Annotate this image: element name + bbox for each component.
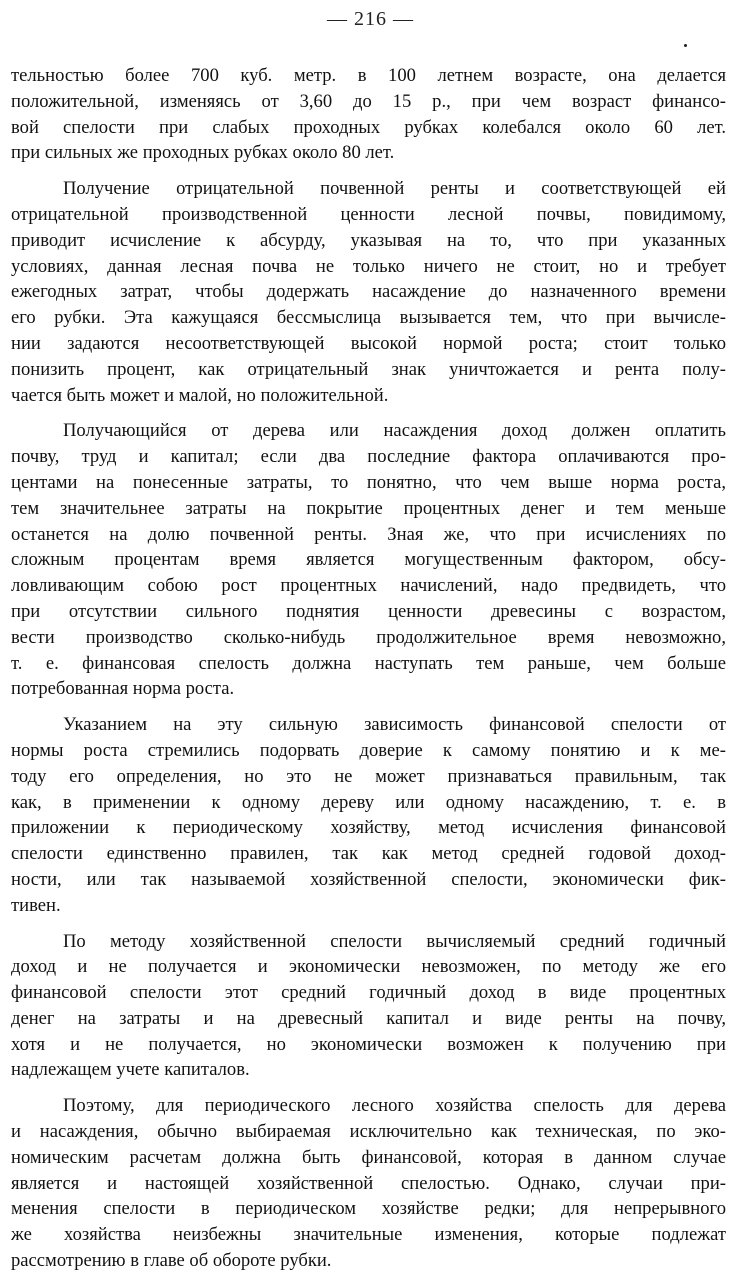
- text-line: номическим расчетам должна быть финансовой, которая в данном случае: [11, 1146, 726, 1168]
- text-line: же хозяйства неизбежны значительные изменения, которые подлежат: [11, 1224, 726, 1246]
- text-line: при сильных же проходных рубках около 80 лет.: [11, 142, 395, 164]
- text-line: ности, или так называемой хозяйственной спелости, экономически фик-: [11, 868, 726, 890]
- text-line: почву, труд и капитал; если два последние фактора оплачиваются про-: [11, 446, 726, 468]
- paragraph: [11, 712, 726, 918]
- text-line: вести производство сколько-нибудь продолжительное время невозможно,: [11, 626, 726, 648]
- text-line: останется на долю почвенной ренты. Зная же, что при исчислениях по: [11, 523, 726, 545]
- paragraph-gap: [11, 919, 726, 929]
- text-line: менения спелости в периодическом хозяйстве редки; для непрерывного: [11, 1198, 726, 1220]
- paragraph-gap: [11, 408, 726, 418]
- paragraph: [11, 929, 726, 1084]
- text-line: центами на понесенные затраты, то понятно, что чем выше норма роста,: [11, 471, 726, 493]
- text-line: хотя и не получается, но экономически возможен к получению при: [11, 1033, 726, 1055]
- paragraph-gap: [11, 702, 726, 712]
- text-line: денег на затраты и на древесный капитал и виде ренты на почву,: [11, 1007, 726, 1029]
- text-line: нии задаются несоответствующей высокой нормой роста; стоит только: [11, 332, 726, 354]
- text-line: нормы роста стремились подорвать доверие к самому понятию и к ме-: [11, 739, 726, 761]
- text-line: По методу хозяйственной спелости вычисляемый средний годичный: [63, 930, 726, 952]
- text-line: Указанием на эту сильную зависимость финансовой спелости от: [63, 714, 726, 736]
- text-line: при отсутствии сильного поднятия ценности древесины с возрастом,: [11, 600, 726, 622]
- page-number: — 216 —: [327, 8, 414, 30]
- text-line: чается быть может и малой, но положительной.: [11, 384, 389, 406]
- text-line: сложным процентам время является могущественным фактором, обсу-: [11, 549, 726, 571]
- paragraph-gap: [11, 1083, 726, 1093]
- text-line: доход и не получается и экономически невозможен, по методу же его: [11, 956, 726, 978]
- body-text: [11, 63, 726, 1274]
- text-line: положительной, изменяясь от 3,60 до 15 р., при чем возраст финансо-: [11, 90, 726, 112]
- text-line: тивен.: [11, 894, 61, 916]
- text-line: потребованная норма роста.: [11, 678, 235, 700]
- text-line: Получение отрицательной почвенной ренты и соответствующей ей: [63, 178, 726, 200]
- text-line: приводит исчисление к абсурду, указывая на то, что при указанных: [11, 229, 726, 251]
- paragraph: [11, 176, 726, 408]
- text-line: спелости единственно правилен, так как метод средней годовой доход-: [11, 843, 726, 865]
- print-speck: [684, 44, 687, 47]
- text-line: и насаждения, обычно выбираемая исключительно как техническая, по эко-: [11, 1121, 726, 1143]
- paragraph: [11, 1093, 726, 1274]
- text-line: ежегодных затрат, чтобы додержать насаждение до назначенного времени: [11, 281, 726, 303]
- paragraph: [11, 63, 726, 166]
- text-line: отрицательной производственной ценности лесной почвы, повидимому,: [11, 203, 726, 225]
- text-line: является и настоящей хозяйственной спелостью. Однако, случаи при-: [11, 1172, 726, 1194]
- text-line: т. е. финансовая спелость должна наступать тем раньше, чем больше: [11, 652, 726, 674]
- text-line: ловливающим собою рост процентных начислений, надо предвидеть, что: [11, 575, 726, 597]
- paragraph-gap: [11, 166, 726, 176]
- text-line: тоду его определения, но это не может признаваться правильным, так: [11, 765, 726, 787]
- text-line: его рубки. Эта кажущаяся бессмыслица вызывается тем, что при вычисле-: [11, 307, 726, 329]
- text-line: как, в применении к одному дереву или одному насаждению, т. е. в: [11, 791, 726, 813]
- text-line: тем значительнее затраты на покрытие процентных денег и тем меньше: [11, 497, 726, 519]
- paragraph: [11, 418, 726, 702]
- text-line: рассмотрению в главе об обороте рубки.: [11, 1250, 332, 1272]
- text-line: приложении к периодическому хозяйству, метод исчисления финансовой: [11, 817, 726, 839]
- text-line: тельностью более 700 куб. метр. в 100 летнем возрасте, она делается: [11, 65, 726, 86]
- text-line: надлежащем учете капиталов.: [11, 1059, 250, 1081]
- text-line: условиях, данная лесная почва не только ничего не стоит, но и требует: [11, 255, 726, 277]
- text-line: вой спелости при слабых проходных рубках колебался около 60 лет.: [11, 116, 726, 138]
- text-line: понизить процент, как отрицательный знак уничтожается и рента полу-: [11, 358, 726, 380]
- text-line: Получающийся от дерева или насаждения доход должен оплатить: [63, 420, 726, 442]
- text-line: Поэтому, для периодического лесного хозяйства спелость для дерева: [63, 1095, 726, 1117]
- text-line: финансовой спелости этот средний годичный доход в виде процентных: [11, 982, 726, 1004]
